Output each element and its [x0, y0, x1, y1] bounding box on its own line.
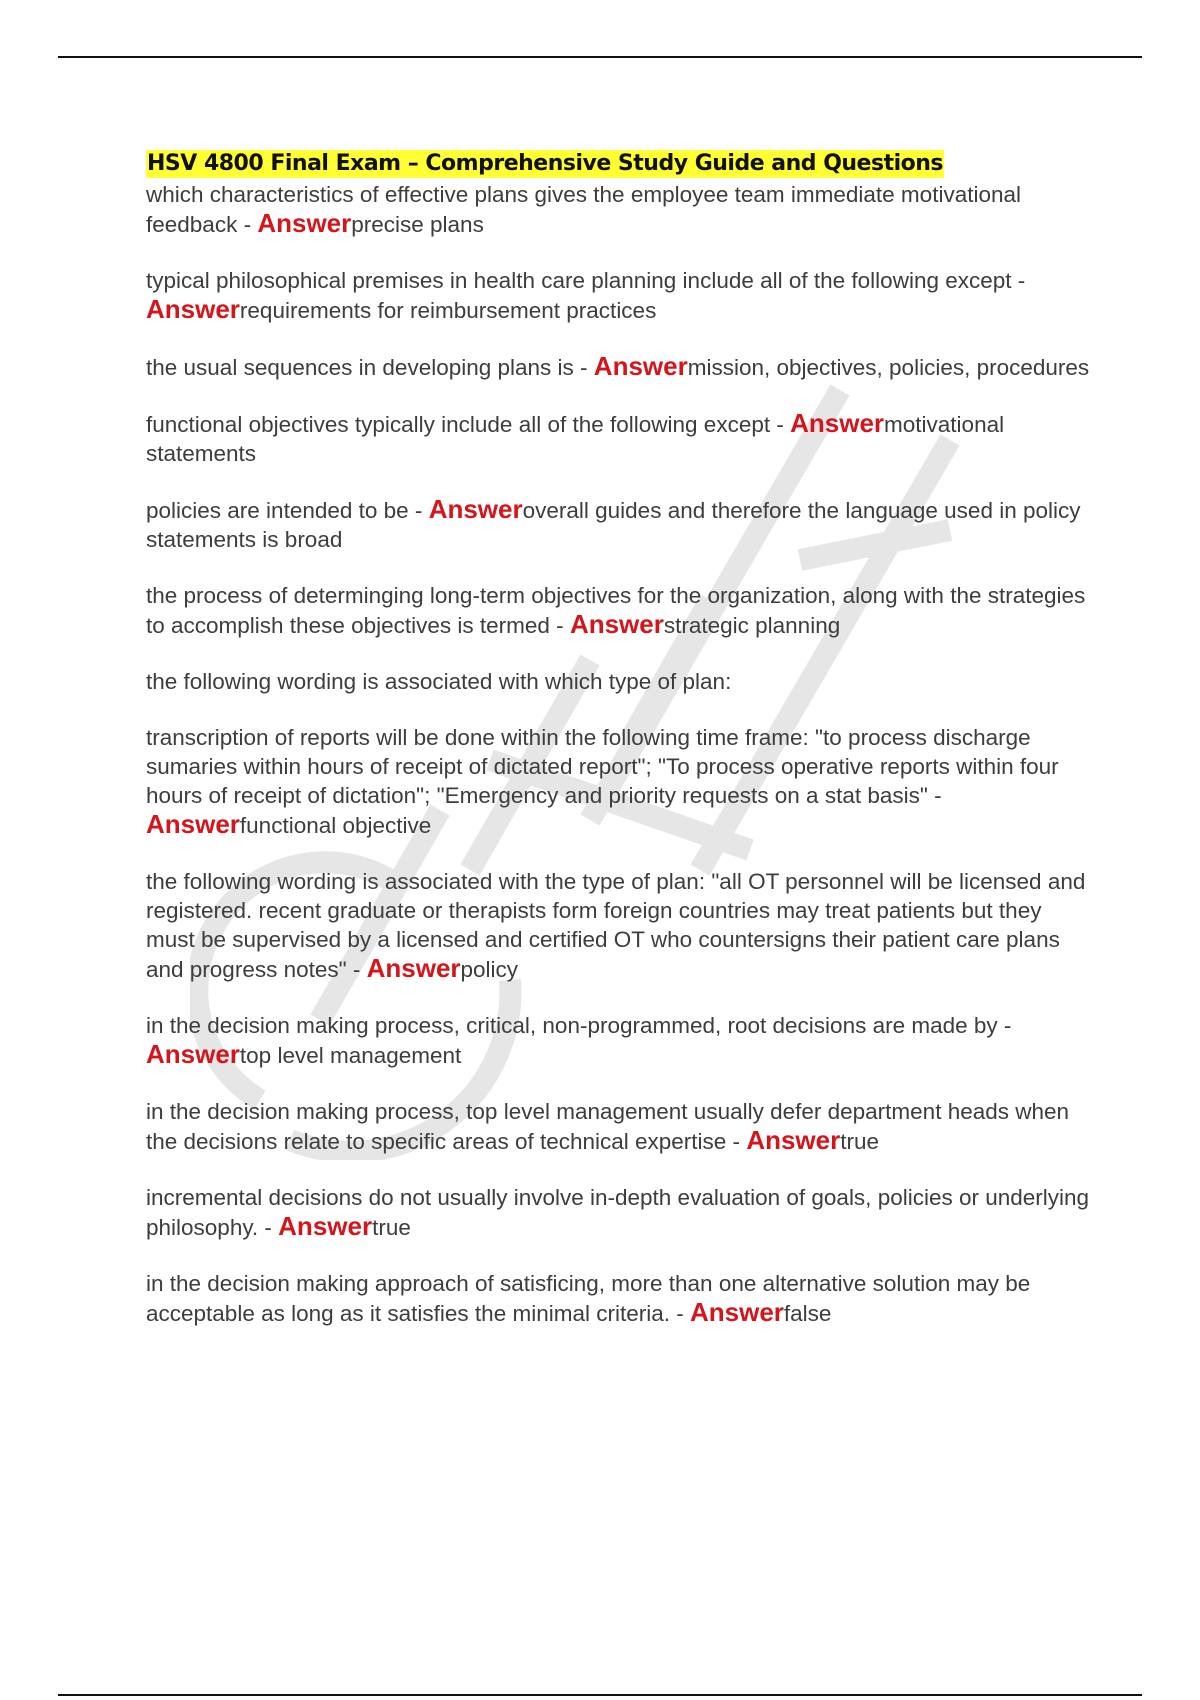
- answer-text: motivational statements: [146, 412, 1005, 466]
- qa-item: [146, 1097, 1096, 1156]
- qa-item: [146, 1269, 1096, 1328]
- qa-item: [146, 1011, 1096, 1070]
- answer-text: false: [783, 1301, 832, 1326]
- answer-text: requirements for reimbursement practices: [239, 298, 657, 323]
- answer-label: Answer: [428, 494, 523, 524]
- qa-item: [146, 723, 1096, 840]
- answer-label: Answer: [146, 809, 240, 839]
- answer-text: strategic planning: [663, 613, 841, 638]
- question-text: the usual sequences in developing plans is -: [146, 355, 594, 380]
- document-title: HSV 4800 Final Exam – Comprehensive Study Guide and Questions: [147, 151, 944, 176]
- answer-label: Answer: [146, 1039, 240, 1069]
- question-text: in the decision making approach of satisficing, more than one alternative solution may be acceptable as long as it satisfies the minimal criteria. -: [146, 1271, 1031, 1326]
- qa-item: [146, 581, 1096, 640]
- top-rule: [58, 56, 1142, 58]
- answer-label: Answer: [569, 609, 664, 639]
- answer-text: functional objective: [239, 813, 432, 838]
- question-text: policies are intended to be -: [146, 498, 429, 523]
- answer-label: Answer: [278, 1211, 373, 1241]
- qa-item: [146, 495, 1096, 554]
- bottom-rule: [58, 1694, 1142, 1696]
- qa-item: [146, 1183, 1096, 1242]
- answer-label: Answer: [593, 351, 688, 381]
- answer-text: true: [372, 1215, 411, 1240]
- question-text: the process of determinging long-term objectives for the organization, along with the strategies to accomplish these objectives is termed -: [146, 583, 1086, 638]
- answer-text: mission, objectives, policies, procedures: [687, 355, 1090, 380]
- answer-text: true: [840, 1129, 880, 1154]
- qa-item: [146, 352, 1096, 382]
- question-text: incremental decisions do not usually involve in-depth evaluation of goals, policies or underlying philosophy. -: [146, 1185, 1090, 1240]
- document-body: [146, 148, 1096, 1355]
- answer-text: top level management: [239, 1043, 462, 1068]
- question-text: the following wording is associated with the type of plan: "all OT personnel will be licensed and registered. recent graduate or therapists form foreign countries may treat patients but they must be supervised by a licensed and certified OT who countersigns their patient care plans and progress notes" -: [146, 869, 1086, 982]
- answer-text: overall guides and therefore the language used in policy statements is broad: [146, 498, 1081, 552]
- question-text: functional objectives typically include all of the following except -: [146, 412, 791, 437]
- answer-text: policy: [460, 957, 519, 982]
- answer-label: Answer: [257, 208, 352, 238]
- question-text: in the decision making process, critical, non-programmed, root decisions are made by -: [146, 1013, 1012, 1038]
- answer-text: precise plans: [351, 212, 484, 237]
- qa-item: [146, 266, 1096, 325]
- prompt-text: the following wording is associated with which type of plan:: [146, 669, 732, 694]
- qa-item: [146, 180, 1096, 239]
- question-text: typical philosophical premises in health care planning include all of the following except -: [146, 268, 1026, 293]
- question-text: in the decision making process, top level management usually defer department heads when the decisions relate to specific areas of technical expertise -: [146, 1099, 1070, 1154]
- qa-item: [146, 867, 1096, 984]
- answer-label: Answer: [146, 294, 240, 324]
- answer-label: Answer: [790, 408, 885, 438]
- qa-item: [146, 409, 1096, 468]
- answer-label: Answer: [366, 953, 461, 983]
- title-row: [146, 148, 1096, 178]
- answer-label: Answer: [746, 1125, 841, 1155]
- question-text: transcription of reports will be done within the following time frame: "to process discharge sumaries within hours of receipt of dictated report"; "To process operative reports within four hours of receipt of dictation"; "Emergency and priority requests on a stat basis" -: [146, 725, 1059, 808]
- question-text: which characteristics of effective plans gives the employee team immediate motivational feedback -: [146, 182, 1021, 237]
- answer-label: Answer: [689, 1297, 784, 1327]
- plan-type-prompt: [146, 667, 1096, 696]
